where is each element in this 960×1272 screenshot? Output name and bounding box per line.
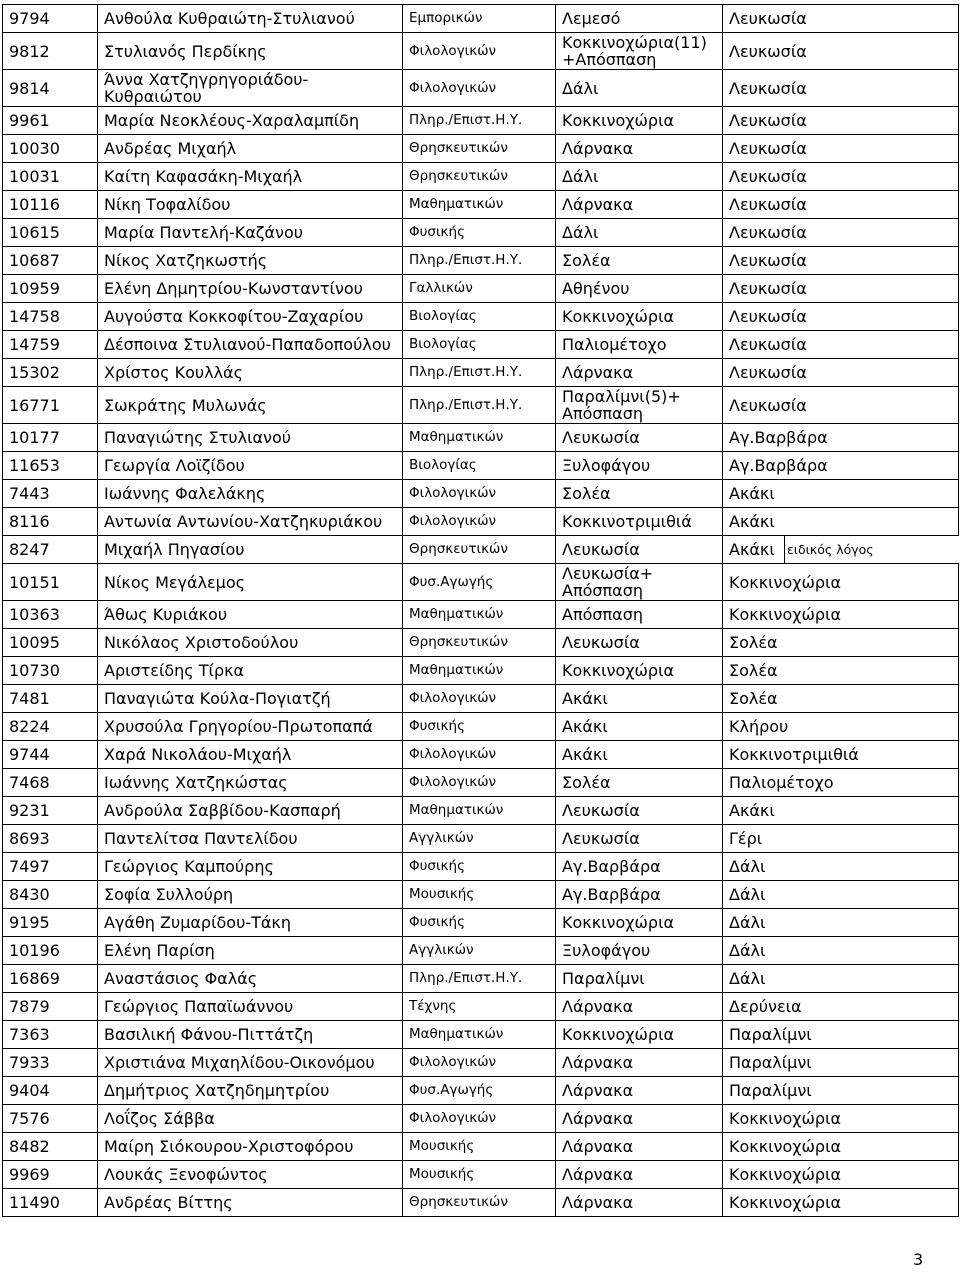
registration-number-cell: 8247	[3, 536, 98, 564]
teacher-name-cell: Ανθούλα Κυθραιώτη-Στυλιανού	[98, 5, 403, 33]
table-row	[3, 107, 959, 135]
specialty-cell: Μαθηματικών	[403, 191, 556, 219]
registration-number-cell: 10030	[3, 135, 98, 163]
registration-number-cell: 7468	[3, 769, 98, 797]
teacher-name-cell: Μαρία Παντελή-Καζάνου	[98, 219, 403, 247]
teacher-name-cell: Γεώργιος Παπαϊωάννου	[98, 993, 403, 1021]
to-location-cell: Δάλι	[723, 853, 959, 881]
specialty-cell: Μαθηματικών	[403, 424, 556, 452]
specialty-cell: Θρησκευτικών	[403, 536, 556, 564]
registration-number-cell: 10095	[3, 629, 98, 657]
teacher-name-cell: Λουκάς Ξενοφώντος	[98, 1161, 403, 1189]
registration-number-cell: 16771	[3, 387, 98, 424]
specialty-cell: Φιλολογικών	[403, 1049, 556, 1077]
from-location-cell: Κοκκινοχώρια(11) +Απόσπαση	[556, 33, 723, 70]
from-location-cell: Λευκωσία	[556, 536, 723, 564]
from-location-cell: Λευκωσία	[556, 825, 723, 853]
teacher-name-cell: Στυλιανός Περδίκης	[98, 33, 403, 70]
specialty-cell: Πληρ./Επιστ.Η.Υ.	[403, 965, 556, 993]
to-location-cell: Κοκκινοχώρια	[723, 1133, 959, 1161]
registration-number-cell: 7497	[3, 853, 98, 881]
teacher-name-cell: Νίκος Μεγάλεμος	[98, 564, 403, 601]
registration-number-cell: 10177	[3, 424, 98, 452]
table-row	[3, 480, 959, 508]
registration-number-cell: 8430	[3, 881, 98, 909]
from-location-cell: Λάρνακα	[556, 1077, 723, 1105]
to-location-cell: Λευκωσία	[723, 33, 959, 70]
table-row	[3, 741, 959, 769]
to-location-cell: Λευκωσία	[723, 303, 959, 331]
from-location-cell: Αγ.Βαρβάρα	[556, 881, 723, 909]
to-location-cell: Κοκκινοχώρια	[723, 1161, 959, 1189]
table-row	[3, 909, 959, 937]
specialty-cell: Φυσικής	[403, 713, 556, 741]
teacher-name-cell: Χρίστος Κουλλάς	[98, 359, 403, 387]
specialty-cell: Θρησκευτικών	[403, 135, 556, 163]
table-row	[3, 657, 959, 685]
to-location-cell: Σολέα	[723, 657, 959, 685]
to-location-cell: Λευκωσία	[723, 219, 959, 247]
to-location-cell: Κλήρου	[723, 713, 959, 741]
registration-number-cell: 11653	[3, 452, 98, 480]
from-location-cell: Κοκκινοχώρια	[556, 303, 723, 331]
to-location-cell: Λευκωσία	[723, 5, 959, 33]
from-location-cell: Αγ.Βαρβάρα	[556, 853, 723, 881]
from-location-cell: Δάλι	[556, 163, 723, 191]
table-row	[3, 881, 959, 909]
table-row	[3, 993, 959, 1021]
registration-number-cell: 10151	[3, 564, 98, 601]
specialty-cell: Πληρ./Επιστ.Η.Υ.	[403, 387, 556, 424]
to-location-cell: Λευκωσία	[723, 247, 959, 275]
from-location-cell: Λευκωσία	[556, 424, 723, 452]
registration-number-cell: 9961	[3, 107, 98, 135]
teacher-name-cell: Αυγούστα Κοκκοφίτου-Ζαχαρίου	[98, 303, 403, 331]
from-location-cell: Λευκωσία	[556, 629, 723, 657]
registration-number-cell: 7443	[3, 480, 98, 508]
teacher-name-cell: Ελένη Δημητρίου-Κωνσταντίνου	[98, 275, 403, 303]
specialty-cell: Φιλολογικών	[403, 480, 556, 508]
specialty-cell: Θρησκευτικών	[403, 629, 556, 657]
teacher-name-cell: Ιωάννης Φαλελάκης	[98, 480, 403, 508]
table-row	[3, 1189, 959, 1217]
from-location-cell: Παραλίμνι(5)+ Απόσπαση	[556, 387, 723, 424]
table-row	[3, 853, 959, 881]
specialty-cell: Μαθηματικών	[403, 1021, 556, 1049]
from-location-cell: Ξυλοφάγου	[556, 452, 723, 480]
table-row	[3, 387, 959, 424]
from-location-cell: Λάρνακα	[556, 1105, 723, 1133]
registration-number-cell: 9404	[3, 1077, 98, 1105]
from-location-cell: Λευκωσία+ Απόσπαση	[556, 564, 723, 601]
specialty-cell: Μουσικής	[403, 1133, 556, 1161]
from-location-cell: Λάρνακα	[556, 1161, 723, 1189]
note-cell: ειδικός λόγος	[787, 542, 874, 557]
specialty-cell: Μαθηματικών	[403, 797, 556, 825]
table-row	[3, 191, 959, 219]
transfers-table	[2, 4, 959, 1217]
registration-number-cell: 8224	[3, 713, 98, 741]
table-row	[3, 937, 959, 965]
table-row	[3, 219, 959, 247]
table-row	[3, 685, 959, 713]
to-location-cell: Παραλίμνι	[723, 1077, 959, 1105]
to-location-cell: Ακάκι	[723, 536, 785, 564]
table-row	[3, 1021, 959, 1049]
to-location-cell: Κοκκινοχώρια	[723, 1189, 959, 1217]
teacher-name-cell: Παναγιώτης Στυλιανού	[98, 424, 403, 452]
specialty-cell: Φυσικής	[403, 853, 556, 881]
specialty-cell: Μουσικής	[403, 1161, 556, 1189]
from-location-cell: Λάρνακα	[556, 1189, 723, 1217]
to-location-cell: Κοκκινοχώρια	[723, 1105, 959, 1133]
table-row	[3, 536, 959, 564]
to-location-cell: Αγ.Βαρβάρα	[723, 424, 959, 452]
table-row	[3, 601, 959, 629]
from-location-cell: Λάρνακα	[556, 1133, 723, 1161]
page-number: 3	[913, 1250, 924, 1269]
table-row	[3, 564, 959, 601]
table-row	[3, 424, 959, 452]
specialty-cell: Φιλολογικών	[403, 33, 556, 70]
from-location-cell: Λάρνακα	[556, 359, 723, 387]
teacher-name-cell: Ανδρέας Μιχαήλ	[98, 135, 403, 163]
to-location-cell: Λευκωσία	[723, 135, 959, 163]
table-row	[3, 1105, 959, 1133]
table-row	[3, 5, 959, 33]
from-location-cell: Σολέα	[556, 769, 723, 797]
specialty-cell: Βιολογίας	[403, 331, 556, 359]
specialty-cell: Τέχνης	[403, 993, 556, 1021]
table-row	[3, 508, 959, 536]
teacher-name-cell: Παναγιώτα Κούλα-Πογιατζή	[98, 685, 403, 713]
specialty-cell: Πληρ./Επιστ.Η.Υ.	[403, 359, 556, 387]
teacher-name-cell: Νίκη Τοφαλίδου	[98, 191, 403, 219]
table-row	[3, 1049, 959, 1077]
specialty-cell: Φιλολογικών	[403, 769, 556, 797]
specialty-cell: Πληρ./Επιστ.Η.Υ.	[403, 107, 556, 135]
table-row	[3, 163, 959, 191]
teacher-name-cell: Δημήτριος Χατζηδημητρίου	[98, 1077, 403, 1105]
table-row	[3, 331, 959, 359]
from-location-cell: Κοκκινοχώρια	[556, 657, 723, 685]
specialty-cell: Αγγλικών	[403, 937, 556, 965]
specialty-cell: Φιλολογικών	[403, 70, 556, 107]
to-location-cell: Δάλι	[723, 937, 959, 965]
registration-number-cell: 10687	[3, 247, 98, 275]
registration-number-cell: 10730	[3, 657, 98, 685]
specialty-cell: Φυσικής	[403, 909, 556, 937]
table-row	[3, 1133, 959, 1161]
table-row	[3, 965, 959, 993]
to-location-cell: Δάλι	[723, 881, 959, 909]
to-location-cell: Κοκκινοτριμιθιά	[723, 741, 959, 769]
to-location-cell: Λευκωσία	[723, 191, 959, 219]
from-location-cell: Κοκκινοχώρια	[556, 909, 723, 937]
from-location-cell: Κοκκινοχώρια	[556, 107, 723, 135]
from-location-cell: Λάρνακα	[556, 1049, 723, 1077]
specialty-cell: Μαθηματικών	[403, 657, 556, 685]
registration-number-cell: 9969	[3, 1161, 98, 1189]
to-location-cell: Σολέα	[723, 629, 959, 657]
registration-number-cell: 7933	[3, 1049, 98, 1077]
registration-number-cell: 7879	[3, 993, 98, 1021]
specialty-cell: Βιολογίας	[403, 303, 556, 331]
table-row	[3, 1161, 959, 1189]
teacher-name-cell: Χαρά Νικολάου-Μιχαήλ	[98, 741, 403, 769]
table-row	[3, 797, 959, 825]
from-location-cell: Ξυλοφάγου	[556, 937, 723, 965]
teacher-name-cell: Άθως Κυριάκου	[98, 601, 403, 629]
specialty-cell: Φιλολογικών	[403, 1105, 556, 1133]
to-location-cell: Κοκκινοχώρια	[723, 564, 959, 601]
specialty-cell: Πληρ./Επιστ.Η.Υ.	[403, 247, 556, 275]
registration-number-cell: 9794	[3, 5, 98, 33]
teacher-name-cell: Μαρία Νεοκλέους-Χαραλαμπίδη	[98, 107, 403, 135]
registration-number-cell: 8482	[3, 1133, 98, 1161]
table-row	[3, 1077, 959, 1105]
teacher-name-cell: Λοΐζος Σάββα	[98, 1105, 403, 1133]
teacher-name-cell: Αριστείδης Τίρκα	[98, 657, 403, 685]
specialty-cell: Αγγλικών	[403, 825, 556, 853]
specialty-cell: Φιλολογικών	[403, 741, 556, 769]
from-location-cell: Λεμεσό	[556, 5, 723, 33]
specialty-cell: Φιλολογικών	[403, 508, 556, 536]
to-location-cell: Αγ.Βαρβάρα	[723, 452, 959, 480]
teacher-name-cell: Καίτη Καφασάκη-Μιχαήλ	[98, 163, 403, 191]
to-location-cell: Παραλίμνι	[723, 1049, 959, 1077]
teacher-name-cell: Αντωνία Αντωνίου-Χατζηκυριάκου	[98, 508, 403, 536]
teacher-name-cell: Αγάθη Ζυμαρίδου-Τάκη	[98, 909, 403, 937]
table-row	[3, 769, 959, 797]
teacher-name-cell: Αναστάσιος Φαλάς	[98, 965, 403, 993]
from-location-cell: Σολέα	[556, 247, 723, 275]
specialty-cell: Εμπορικών	[403, 5, 556, 33]
teacher-name-cell: Δέσποινα Στυλιανού-Παπαδοπούλου	[98, 331, 403, 359]
from-location-cell: Παραλίμνι	[556, 965, 723, 993]
teacher-name-cell: Μιχαήλ Πηγασίου	[98, 536, 403, 564]
registration-number-cell: 7481	[3, 685, 98, 713]
specialty-cell: Βιολογίας	[403, 452, 556, 480]
teacher-name-cell: Ανδρέας Βίττης	[98, 1189, 403, 1217]
from-location-cell: Λευκωσία	[556, 797, 723, 825]
to-location-cell: Γέρι	[723, 825, 959, 853]
from-location-cell: Ακάκι	[556, 685, 723, 713]
teacher-name-cell: Ανδρούλα Σαββίδου-Κασπαρή	[98, 797, 403, 825]
specialty-cell: Θρησκευτικών	[403, 1189, 556, 1217]
teacher-name-cell: Χριστιάνα Μιχαηλίδου-Οικονόμου	[98, 1049, 403, 1077]
registration-number-cell: 8693	[3, 825, 98, 853]
to-location-cell: Λευκωσία	[723, 331, 959, 359]
from-location-cell: Δάλι	[556, 70, 723, 107]
from-location-cell: Απόσπαση	[556, 601, 723, 629]
table-row	[3, 629, 959, 657]
registration-number-cell: 9812	[3, 33, 98, 70]
teacher-name-cell: Χρυσούλα Γρηγορίου-Πρωτοπαπά	[98, 713, 403, 741]
teacher-name-cell: Μαίρη Σιόκουρου-Χριστοφόρου	[98, 1133, 403, 1161]
teacher-name-cell: Νικόλαος Χριστοδούλου	[98, 629, 403, 657]
teacher-name-cell: Παντελίτσα Παντελίδου	[98, 825, 403, 853]
from-location-cell: Σολέα	[556, 480, 723, 508]
specialty-cell: Γαλλικών	[403, 275, 556, 303]
registration-number-cell: 10959	[3, 275, 98, 303]
specialty-cell: Φυσικής	[403, 219, 556, 247]
registration-number-cell: 9744	[3, 741, 98, 769]
to-location-cell: Λευκωσία	[723, 70, 959, 107]
specialty-cell: Φυσ.Αγωγής	[403, 564, 556, 601]
table-row	[3, 825, 959, 853]
table-row	[3, 713, 959, 741]
registration-number-cell: 9231	[3, 797, 98, 825]
registration-number-cell: 7363	[3, 1021, 98, 1049]
specialty-cell: Μουσικής	[403, 881, 556, 909]
from-location-cell: Δάλι	[556, 219, 723, 247]
table-row	[3, 452, 959, 480]
table-row	[3, 135, 959, 163]
registration-number-cell: 10615	[3, 219, 98, 247]
table-row	[3, 247, 959, 275]
to-location-cell: Δάλι	[723, 909, 959, 937]
table-row	[3, 359, 959, 387]
to-location-cell: Ακάκι	[723, 508, 959, 536]
from-location-cell: Κοκκινοτριμιθιά	[556, 508, 723, 536]
registration-number-cell: 14759	[3, 331, 98, 359]
specialty-cell: Μαθηματικών	[403, 601, 556, 629]
to-location-cell: Λευκωσία	[723, 107, 959, 135]
teacher-name-cell: Ελένη Παρίση	[98, 937, 403, 965]
teacher-name-cell: Άννα Χατζηγρηγοριάδου- Κυθραιώτου	[98, 70, 403, 107]
teacher-name-cell: Γεώργιος Καμπούρης	[98, 853, 403, 881]
registration-number-cell: 8116	[3, 508, 98, 536]
from-location-cell: Λάρνακα	[556, 135, 723, 163]
teacher-name-cell: Ιωάννης Χατζηκώστας	[98, 769, 403, 797]
teacher-name-cell: Βασιλική Φάνου-Πιττάτζη	[98, 1021, 403, 1049]
specialty-cell: Φυσ.Αγωγής	[403, 1077, 556, 1105]
to-location-cell: Λευκωσία	[723, 387, 959, 424]
specialty-cell: Φιλολογικών	[403, 685, 556, 713]
registration-number-cell: 10363	[3, 601, 98, 629]
table-row	[3, 33, 959, 70]
teacher-name-cell: Γεωργία Λοϊζίδου	[98, 452, 403, 480]
registration-number-cell: 11490	[3, 1189, 98, 1217]
to-location-cell: Λευκωσία	[723, 275, 959, 303]
from-location-cell: Παλιομέτοχο	[556, 331, 723, 359]
registration-number-cell: 16869	[3, 965, 98, 993]
table-row	[3, 275, 959, 303]
registration-number-cell: 15302	[3, 359, 98, 387]
to-location-cell: Παραλίμνι	[723, 1021, 959, 1049]
to-location-cell: Ακάκι	[723, 797, 959, 825]
registration-number-cell: 14758	[3, 303, 98, 331]
registration-number-cell: 10031	[3, 163, 98, 191]
to-location-cell: Κοκκινοχώρια	[723, 601, 959, 629]
to-location-cell: Λευκωσία	[723, 359, 959, 387]
from-location-cell: Λάρνακα	[556, 191, 723, 219]
from-location-cell: Λάρνακα	[556, 993, 723, 1021]
to-location-cell: Σολέα	[723, 685, 959, 713]
to-location-cell: Δερύνεια	[723, 993, 959, 1021]
teacher-name-cell: Νίκος Χατζηκωστής	[98, 247, 403, 275]
registration-number-cell: 9195	[3, 909, 98, 937]
from-location-cell: Ακάκι	[556, 741, 723, 769]
table-row	[3, 70, 959, 107]
from-location-cell: Ακάκι	[556, 713, 723, 741]
registration-number-cell: 9814	[3, 70, 98, 107]
specialty-cell: Θρησκευτικών	[403, 163, 556, 191]
from-location-cell: Αθηένου	[556, 275, 723, 303]
from-location-cell: Κοκκινοχώρια	[556, 1021, 723, 1049]
to-location-cell: Λευκωσία	[723, 163, 959, 191]
to-location-cell: Παλιομέτοχο	[723, 769, 959, 797]
teacher-name-cell: Σωκράτης Μυλωνάς	[98, 387, 403, 424]
registration-number-cell: 10196	[3, 937, 98, 965]
registration-number-cell: 7576	[3, 1105, 98, 1133]
table-row	[3, 303, 959, 331]
registration-number-cell: 10116	[3, 191, 98, 219]
to-location-cell: Ακάκι	[723, 480, 959, 508]
to-location-cell: Δάλι	[723, 965, 959, 993]
teacher-name-cell: Σοφία Συλλούρη	[98, 881, 403, 909]
